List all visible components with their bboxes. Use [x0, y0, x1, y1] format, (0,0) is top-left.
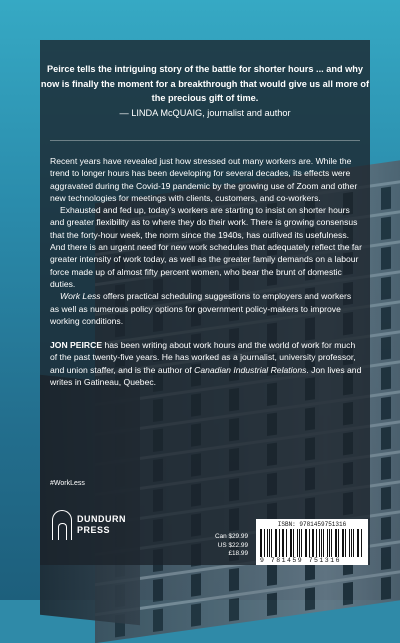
building-window — [381, 337, 391, 360]
building-window — [267, 593, 277, 616]
building-window — [381, 397, 391, 420]
building-window — [381, 217, 391, 240]
barcode-bar — [286, 529, 287, 557]
hashtag: #WorkLess — [50, 480, 85, 487]
author-name: JON PEIRCE — [50, 340, 102, 350]
barcode-bar — [276, 529, 277, 557]
barcode-bar — [327, 529, 328, 557]
barcode-bar — [264, 529, 265, 557]
barcode-bar — [331, 529, 332, 557]
barcode-bar — [293, 529, 294, 557]
barcode-bar — [357, 529, 358, 557]
author-bio-text-b: . Jon lives and writes in Gatineau, Quebec. — [50, 365, 361, 387]
barcode-bar — [349, 529, 350, 557]
building-window — [267, 563, 277, 586]
endorsement-quote — [40, 62, 370, 120]
price-can: Can $29.99 — [208, 533, 248, 542]
publisher-logo — [52, 510, 126, 540]
barcode-bar — [319, 529, 320, 557]
building-window — [381, 277, 391, 300]
price-list — [208, 533, 248, 559]
building-floor-band — [95, 567, 400, 616]
book-description — [50, 155, 362, 388]
barcode-bars — [260, 529, 364, 557]
book-title: Work Less — [60, 291, 101, 301]
description-paragraph-1: Recent years have revealed just how stressed out many workers are. While the trend to longer hours has been developing for several decades, its effects were aggravated during the Covid-19 pandemic by the growing use of Zoom and other new technologies for meetings with clients, customers, and co-workers. — [50, 155, 362, 204]
quote-text: Peirce tells the intriguing story of the battle for shorter hours ... and why now is finally the moment for a breakthrough that would give us all more of the precious gift of time. — [41, 64, 369, 103]
building-window — [381, 427, 391, 450]
building-window — [191, 573, 201, 596]
building-window — [381, 547, 391, 570]
building-window — [191, 603, 201, 626]
building-window — [381, 517, 391, 540]
description-paragraph-3-text: offers practical scheduling suggestions to employers and workers as well as numerous policy options for government policy-makers to improve working conditions. — [50, 291, 351, 326]
building-window — [343, 582, 353, 605]
building-window — [381, 187, 391, 210]
barcode-bar — [306, 529, 307, 557]
description-paragraph-3 — [50, 290, 362, 327]
arch-door-icon — [52, 510, 72, 540]
publisher-name-line1: DUNDURN — [77, 514, 126, 525]
building-window — [381, 247, 391, 270]
divider — [50, 140, 360, 141]
isbn-label: ISBN: 9781459751316 — [260, 521, 364, 528]
isbn-barcode — [256, 519, 368, 565]
building-window — [229, 568, 239, 591]
building-window — [381, 457, 391, 480]
building-window — [229, 598, 239, 621]
building-window — [305, 587, 315, 610]
barcode-bar — [345, 529, 346, 557]
quote-attribution: — LINDA McQUAIG, journalist and author — [40, 106, 370, 121]
author-book-title: Canadian Industrial Relations — [194, 365, 306, 375]
author-bio-text-a: has been writing about work hours and the world of work for much of the past twenty-five years. He has worked as a journalist, university professor, and union staffer, and is the author of — [50, 340, 356, 375]
description-paragraph-2: Exhausted and fed up, today’s workers are starting to insist on shorter hours and greater flexibility as to where they do their work. There is growing consensus that the forty-hour week, the norm since the 1940s, has outlived its usefulness. And there is an urgent need for new work schedules that adequately reflect the far greater intensity of work today, as well as the greater family demands on a labour force made up of almost fifty percent women, who bear the brunt of domestic duties. — [50, 204, 362, 290]
building-window — [381, 307, 391, 330]
building-window — [153, 609, 163, 632]
price-uk: £18.99 — [208, 550, 248, 559]
barcode-bar — [338, 529, 339, 557]
price-us: US $22.99 — [208, 542, 248, 551]
barcode-bar — [313, 529, 314, 557]
barcode-bar — [301, 529, 302, 557]
building-window — [381, 487, 391, 510]
barcode-digits: 9 781459 751316 — [260, 557, 364, 565]
barcode-bar — [271, 529, 272, 557]
author-bio — [50, 339, 362, 388]
publisher-name-line2: PRESS — [77, 525, 126, 536]
barcode-bar — [283, 529, 284, 557]
building-window — [153, 579, 163, 602]
building-window — [381, 367, 391, 390]
building-window — [381, 577, 391, 600]
